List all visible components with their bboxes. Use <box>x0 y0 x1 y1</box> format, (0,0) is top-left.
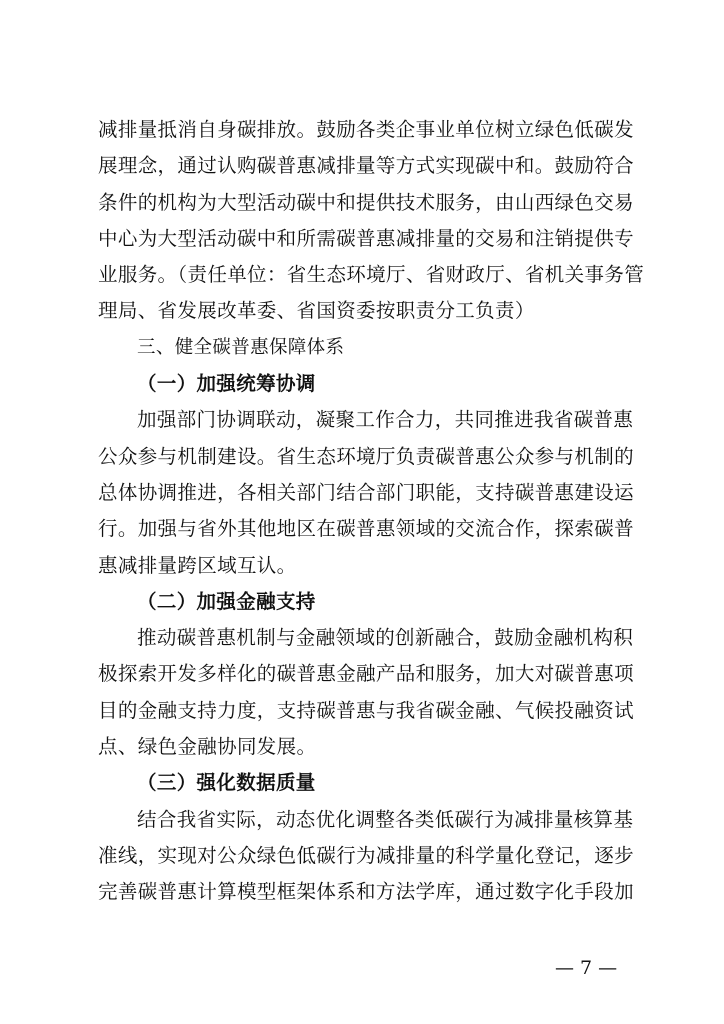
text-line: 准线，实现对公众绿色低碳行为减排量的科学量化登记，逐步 <box>98 843 634 867</box>
text-line: 加强部门协调联动，凝聚工作合力，共同推进我省碳普惠 <box>137 408 634 432</box>
text-line: 极探索开发多样化的碳普惠金融产品和服务，加大对碳普惠项 <box>98 662 634 686</box>
text-line: 完善碳普惠计算模型框架体系和方法学库，通过数字化手段加 <box>98 880 634 904</box>
paragraph-sub2 <box>98 620 632 765</box>
paragraph-sub3 <box>98 802 632 911</box>
text-line: 条件的机构为大型活动碳中和提供技术服务，由山西绿色交易 <box>98 190 634 214</box>
text-line: 推动碳普惠机制与金融领域的创新融合，鼓励金融机构积 <box>137 626 634 650</box>
text-line: 结合我省实际，动态优化调整各类低碳行为减排量核算基 <box>137 807 634 831</box>
subsection-heading: （三）强化数据质量 <box>137 771 316 795</box>
text-line: 减排量抵消自身碳排放。鼓励各类企事业单位树立绿色低碳发 <box>98 118 634 141</box>
text-line: 理局、省发展改革委、省国资委按职责分工负责） <box>98 299 535 323</box>
text-line: 行。加强与省外其他地区在碳普惠领域的交流合作，探索碳普 <box>98 517 634 541</box>
text-line: 展理念，通过认购碳普惠减排量等方式实现碳中和。鼓励符合 <box>98 154 634 178</box>
paragraph-sub1 <box>98 402 632 583</box>
text-line: 公众参与机制建设。省生态环境厅负责碳普惠公众参与机制的 <box>98 444 634 468</box>
text-line: 中心为大型活动碳中和所需碳普惠减排量的交易和注销提供专 <box>98 226 634 250</box>
section-heading: 三、健全碳普惠保障体系 <box>137 336 345 358</box>
text-line: 总体协调推进，各相关部门结合部门职能，支持碳普惠建设运 <box>98 480 634 504</box>
text-line: 点、绿色金融协同发展。 <box>98 735 317 759</box>
subsection-heading: （一）加强统筹协调 <box>137 372 316 396</box>
text-line: 惠减排量跨区域互认。 <box>98 553 297 577</box>
document-body <box>98 112 645 911</box>
page-number: — 7 — <box>555 957 618 979</box>
subsection-heading: （二）加强金融支持 <box>137 589 316 613</box>
paragraph-intro <box>98 112 645 330</box>
text-line: 业服务。（责任单位：省生态环境厅、省财政厅、省机关事务管 <box>98 263 645 287</box>
text-line: 目的金融支持力度，支持碳普惠与我省碳金融、气候投融资试 <box>98 698 634 722</box>
